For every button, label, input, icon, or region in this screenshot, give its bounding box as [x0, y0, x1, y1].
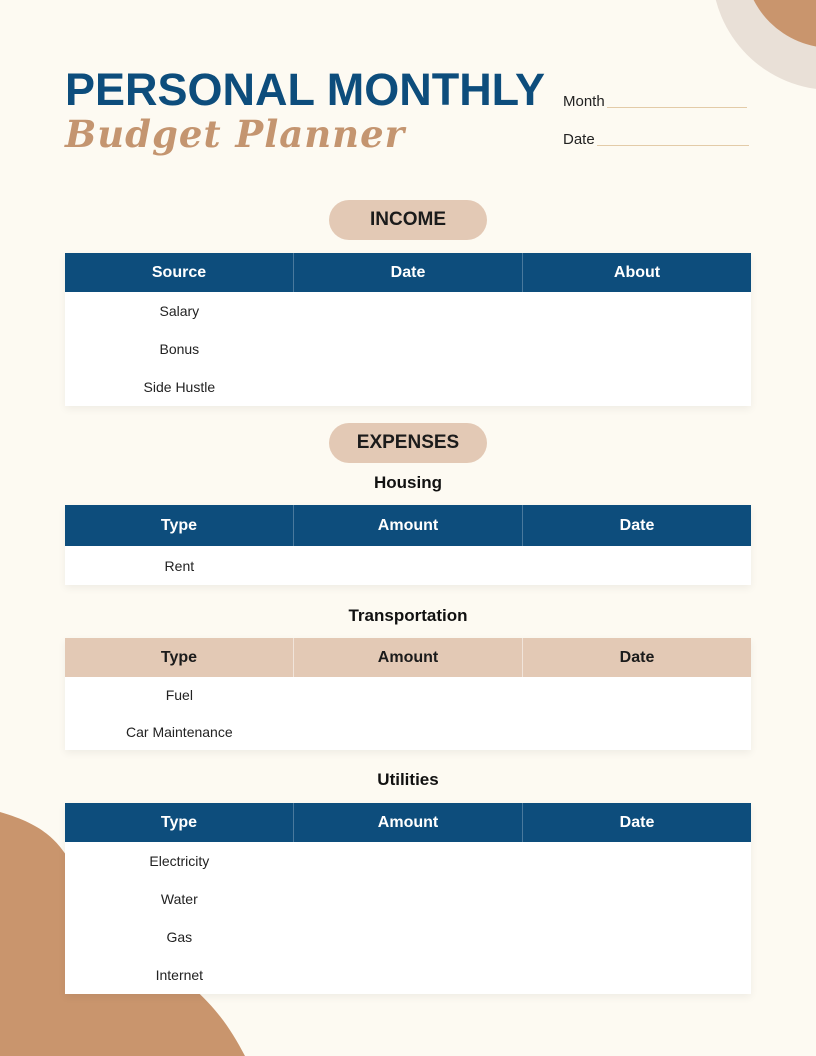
table-row — [65, 918, 751, 956]
income-col-about: About — [522, 253, 751, 292]
housing-heading: Housing — [374, 473, 442, 492]
utilities-table — [65, 803, 751, 994]
transportation-heading: Transportation — [348, 606, 468, 625]
expenses-pill: EXPENSES — [329, 423, 487, 463]
month-label: Month — [563, 93, 605, 110]
income-source-cell: Salary — [159, 303, 200, 319]
utilities-col-amount: Amount — [293, 803, 522, 842]
income-date-cell[interactable] — [294, 292, 523, 330]
transportation-col-type: Type — [160, 648, 198, 666]
housing-col-date: Date — [522, 505, 751, 546]
utilities-amount-cell[interactable] — [294, 918, 523, 956]
housing-type-cell: Rent — [164, 557, 195, 574]
table-row — [65, 330, 751, 368]
income-col-source: Source — [151, 263, 207, 281]
income-source-cell: Bonus — [159, 341, 200, 357]
table-row — [65, 956, 751, 994]
table-row — [65, 368, 751, 406]
utilities-col-date: Date — [522, 803, 751, 842]
income-pill: INCOME — [329, 200, 487, 240]
income-source-cell: Side Hustle — [143, 379, 216, 395]
transportation-amount-cell[interactable] — [294, 713, 523, 750]
housing-date-cell[interactable] — [522, 546, 751, 585]
table-row — [65, 880, 751, 918]
income-date-cell[interactable] — [294, 368, 523, 406]
month-field[interactable] — [563, 93, 747, 110]
month-line[interactable] — [607, 106, 747, 108]
table-row — [65, 842, 751, 880]
utilities-amount-cell[interactable] — [294, 880, 523, 918]
income-date-cell[interactable] — [294, 330, 523, 368]
utilities-date-cell[interactable] — [522, 956, 751, 994]
transportation-type-cell: Fuel — [165, 687, 193, 703]
transportation-col-date: Date — [522, 638, 751, 677]
utilities-type-cell: Water — [160, 891, 198, 907]
table-row — [65, 292, 751, 330]
utilities-heading: Utilities — [377, 770, 439, 789]
table-row — [65, 677, 751, 713]
housing-table-header — [65, 505, 751, 546]
income-about-cell[interactable] — [522, 330, 751, 368]
income-about-cell[interactable] — [522, 292, 751, 330]
transportation-date-cell[interactable] — [522, 677, 751, 713]
utilities-type-cell: Electricity — [149, 853, 210, 869]
date-field[interactable] — [563, 131, 749, 148]
utilities-date-cell[interactable] — [522, 918, 751, 956]
transportation-table-header — [65, 638, 751, 677]
utilities-type-cell: Gas — [166, 929, 193, 945]
utilities-date-cell[interactable] — [522, 842, 751, 880]
utilities-amount-cell[interactable] — [294, 956, 523, 994]
housing-table — [65, 505, 751, 585]
income-table — [65, 253, 751, 406]
transportation-amount-cell[interactable] — [294, 677, 523, 713]
income-table-header — [65, 253, 751, 292]
table-row — [65, 546, 751, 585]
utilities-amount-cell[interactable] — [294, 842, 523, 880]
transportation-table — [65, 638, 751, 750]
housing-col-type: Type — [160, 516, 198, 534]
page-title: PERSONAL MONTHLY — [65, 64, 546, 115]
income-col-date: Date — [293, 253, 522, 292]
utilities-table-header — [65, 803, 751, 842]
transportation-date-cell[interactable] — [522, 713, 751, 750]
transportation-col-amount: Amount — [293, 638, 522, 677]
income-about-cell[interactable] — [522, 368, 751, 406]
page-subtitle: Budget Planner — [65, 112, 406, 156]
date-line[interactable] — [597, 144, 749, 146]
utilities-type-cell: Internet — [155, 967, 204, 983]
utilities-col-type: Type — [160, 813, 198, 831]
housing-col-amount: Amount — [293, 505, 522, 546]
housing-amount-cell[interactable] — [294, 546, 523, 585]
table-row — [65, 713, 751, 750]
utilities-date-cell[interactable] — [522, 880, 751, 918]
transportation-type-cell: Car Maintenance — [126, 723, 233, 740]
date-label: Date — [563, 131, 595, 148]
